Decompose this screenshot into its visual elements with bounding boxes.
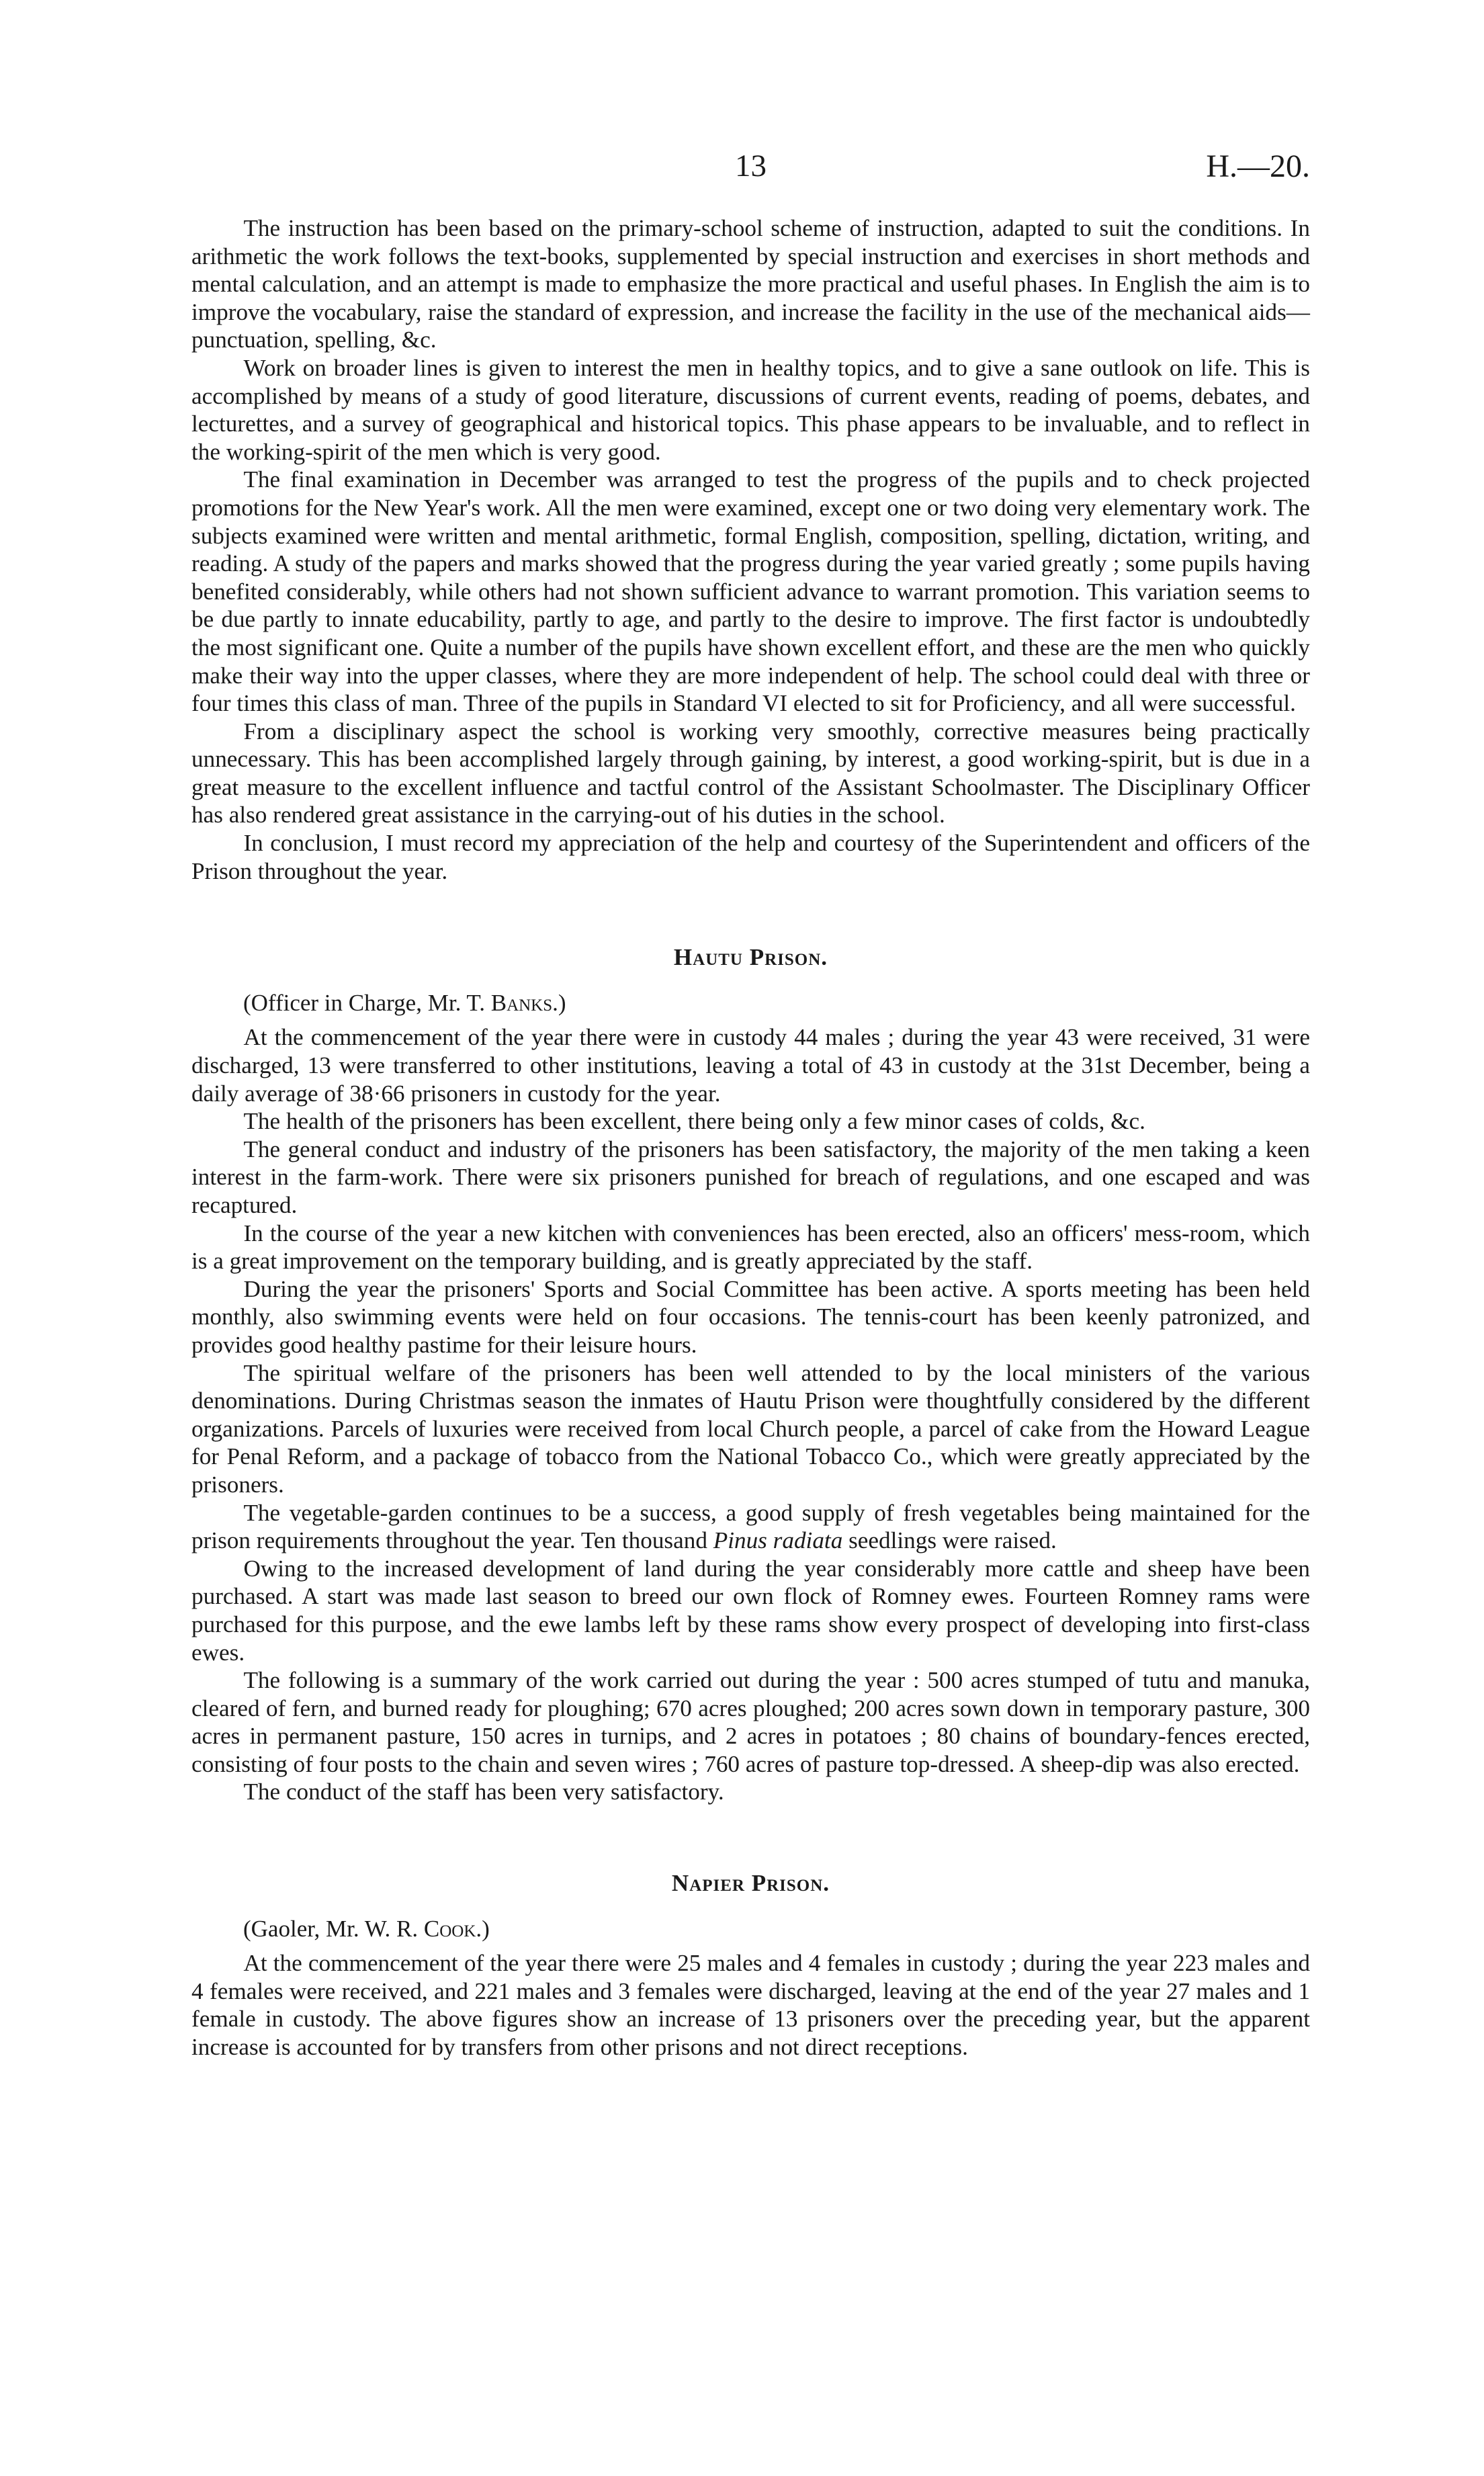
napier-officer-suffix: .) — [476, 1915, 490, 1942]
napier-officer-name: Cook — [423, 1915, 476, 1942]
hautu-paragraph-work-summary: The following is a summary of the work carried out during the year : 500 acres stumped of tutu and manuka, cleared of fern, and burned ready for ploughing; 670 acres ploughed; 200 acres sown down in temporary pasture, 300 acres in permanent pasture, 150 acres in turnips, and 2 acres in potatoes ; 80 chains of boundary-fences erected, consisting of four posts to the chain and seven wires ; 760 acres of pasture top-dressed. A sheep-dip was also erected. — [191, 1667, 1310, 1777]
hautu-garden-species: Pinus radiata — [713, 1527, 843, 1554]
school-paragraph-instruction: The instruction has been based on the primary-school scheme of instruction, adapted to suit the conditions. In arithmetic the work follows the text-books, supplemented by special instruction and exercises in short methods and mental calculation, and an attempt is made to emphasize the more practical and useful phases. In English the aim is to improve the vocabulary, raise the standard of expression, and increase the facility in the use of the mechanical aids—punctuation, spelling, &c. — [191, 215, 1310, 353]
hautu-garden-text: The vegetable-garden continues to be a success, a good supply of fresh vegetables being maintained for the prison requirements throughout the year. Ten thousand — [191, 1499, 1310, 1554]
hautu-paragraph-spiritual: The spiritual welfare of the prisoners has been well attended to by the local ministers of the various denominations. During Christmas season the inmates of Hautu Prison were thoughtfully considered by the different organizations. Parcels of luxuries were received from local Church people, a parcel of cake from the Howard League for Penal Reform, and a package of tobacco from the National Tobacco Co., which were greatly appreciated by the prisoners. — [191, 1359, 1310, 1498]
page-number: 13 — [735, 148, 767, 183]
napier-officer-prefix: (Gaoler, Mr. W. R. — [243, 1915, 424, 1942]
napier-prison-section — [191, 1869, 1310, 2061]
hautu-paragraph-health: The health of the prisoners has been excellent, there being only a few minor cases of colds, &c. — [243, 1108, 1145, 1135]
school-paragraph-examination: The final examination in December was arranged to test the progress of the pupils and to check projected promotions for the New Year's work. All the men were examined, except one or two doing very elementary work. The subjects examined were written and mental arithmetic, formal English, composition, spelling, dictation, writing, and reading. A study of the papers and marks showed that the progress during the year varied greatly ; some pupils having benefited considerably, while others had not shown sufficient advance to warrant promotion. This variation seems to be due partly to innate educability, partly to age, and partly to the desire to improve. The first factor is undoubtedly the most significant one. Quite a number of the pupils have shown excellent effort, and these are the men who quickly make their way into the upper classes, where they are more independent of help. The school could deal with three or four times this class of man. Three of the pupils in Standard VI elected to sit for Proficiency, and all were successful. — [191, 466, 1310, 717]
hautu-paragraph-kitchen: In the course of the year a new kitchen with conveniences has been erected, also an officers' mess-room, which is a great improvement on the temporary building, and is greatly appreciated by the staff. — [191, 1220, 1310, 1275]
hautu-officer-prefix: (Officer in Charge, Mr. T. — [243, 989, 491, 1016]
hautu-officer-suffix: .) — [552, 989, 566, 1016]
napier-officer-line — [191, 1915, 1310, 1943]
hautu-paragraph-garden — [191, 1499, 1310, 1555]
napier-prison-title: Napier Prison. — [671, 1870, 830, 1897]
school-paragraph-discipline: From a disciplinary aspect the school is working very smoothly, corrective measures being practically unnecessary. This has been accomplished largely through gaining, by interest, a good working-spirit, but is due in a great measure to the excellent influence and tactful control of the Assistant Schoolmaster. The Disciplinary Officer has also rendered great assistance in the carrying-out of his duties in the school. — [191, 718, 1310, 828]
hautu-paragraph-livestock: Owing to the increased development of land during the year considerably more cattle and sheep have been purchased. A start was made last season to breed our own flock of Romney ewes. Fourteen Romney rams were purchased for this purpose, and the ewe lambs left by these rams show every prospect of developing into first-class ewes. — [191, 1555, 1310, 1666]
hautu-paragraph-conduct: The general conduct and industry of the prisoners has been satisfactory, the majority of the men taking a keen interest in the farm-work. There were six prisoners punished for breach of regulations, and one escaped and was recaptured. — [191, 1136, 1310, 1218]
hautu-paragraph-custody: At the commencement of the year there were in custody 44 males ; during the year 43 were received, 31 were discharged, 13 were transferred to other institutions, leaving a total of 43 in custody at the 31st December, being a daily average of 38·66 prisoners in custody for the year. — [191, 1024, 1310, 1107]
document-reference: H.—20. — [1206, 148, 1310, 184]
napier-paragraph-custody: At the commencement of the year there were 25 males and 4 females in custody ; during the year 223 males and 4 females were received, and 221 males and 3 females were discharged, leaving at the end of the year 27 males and 1 female in custody. The above figures show an increase of 13 prisoners over the preceding year, but the apparent increase is accounted for by transfers from other prisons and not direct receptions. — [191, 1950, 1310, 2061]
hautu-prison-title: Hautu Prison. — [673, 944, 828, 971]
school-paragraph-conclusion: In conclusion, I must record my appreciation of the help and courtesy of the Superintendent and officers of the Prison throughout the year. — [191, 830, 1310, 884]
document-body — [191, 214, 1310, 2061]
hautu-officer-name: Banks — [490, 989, 553, 1016]
hautu-officer-line — [191, 989, 1310, 1017]
hautu-garden-text-end: seedlings were raised. — [842, 1527, 1057, 1554]
school-report-section — [191, 214, 1310, 885]
school-paragraph-broader-work: Work on broader lines is given to interest the men in healthy topics, and to give a sane outlook on life. This is accomplished by means of a study of good literature, discussions of current events, reading of poems, debates, and lecturettes, and a survey of geographical and historical topics. This phase appears to be invaluable, and to reflect in the working-spirit of the men which is very good. — [191, 354, 1310, 465]
page-header — [191, 148, 1310, 188]
hautu-prison-section — [191, 943, 1310, 1806]
hautu-paragraph-sports: During the year the prisoners' Sports and Social Committee has been active. A sports meeting has been held monthly, also swimming events were held on four occasions. The tennis-court has been keenly patronized, and provides good healthy pastime for their leisure hours. — [191, 1275, 1310, 1358]
hautu-paragraph-staff: The conduct of the staff has been very satisfactory. — [243, 1779, 724, 1805]
